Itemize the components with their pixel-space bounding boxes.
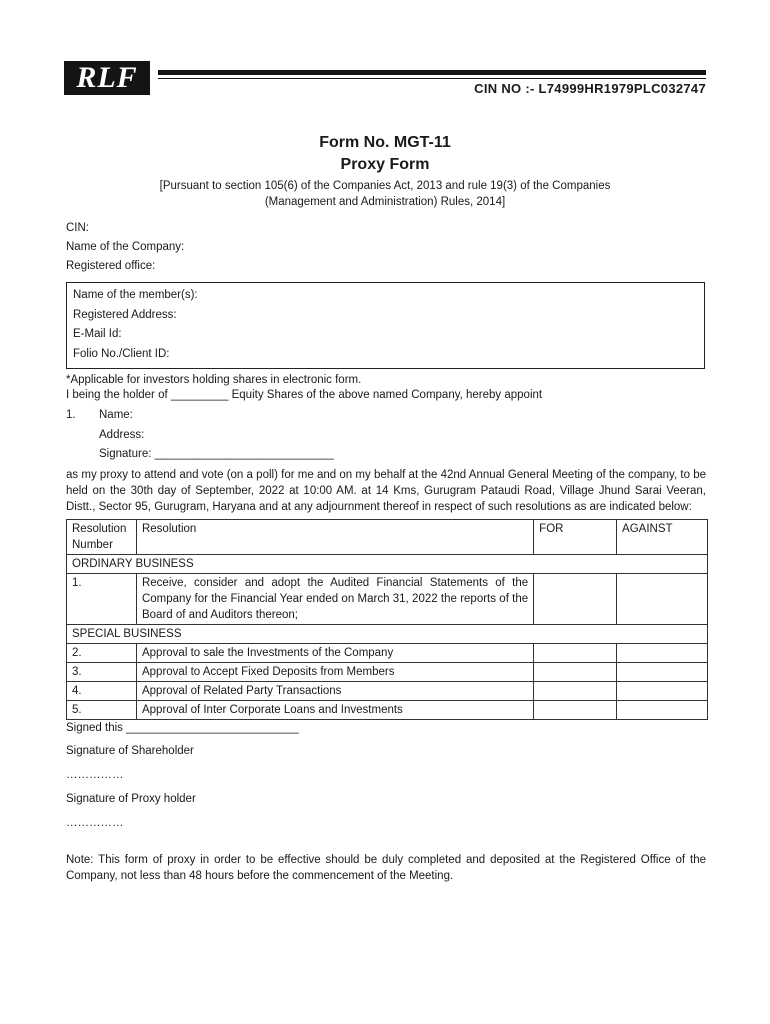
resolution-text: Receive, consider and adopt the Audited Financial Statements of the Company for the Financial Year ended on March 31, 2022 the reports of the Board of and Auditors thereon;: [136, 574, 533, 625]
resolution-text: Approval to Accept Fixed Deposits from Members: [136, 663, 533, 682]
against-cell[interactable]: [617, 574, 708, 625]
for-cell[interactable]: [534, 682, 617, 701]
resolution-text: Approval of Inter Corporate Loans and Investments: [136, 701, 533, 720]
against-cell[interactable]: [617, 682, 708, 701]
email-label: E-Mail Id:: [73, 328, 122, 340]
folio-label: Folio No./Client ID:: [73, 348, 170, 360]
for-cell[interactable]: [534, 574, 617, 625]
cin-label: CIN:: [66, 222, 89, 234]
table-row: [67, 644, 708, 663]
member-name-label: Name of the member(s):: [73, 289, 198, 301]
proxy-holder-signature-label: Signature of Proxy holder: [66, 793, 196, 805]
pursuant-line-2: (Management and Administration) Rules, 2014]: [264, 196, 506, 208]
company-logo: RLF: [64, 61, 150, 95]
appointee-address-label: Address:: [99, 429, 145, 441]
resolution-number: 2.: [67, 644, 137, 663]
header-for: FOR: [534, 520, 617, 555]
company-name-label: Name of the Company:: [66, 241, 185, 253]
resolution-number: 5.: [67, 701, 137, 720]
ordinary-business-row: [67, 555, 708, 574]
registered-address-label: Registered Address:: [73, 309, 177, 321]
special-business-label: SPECIAL BUSINESS: [67, 625, 708, 644]
table-row: [67, 682, 708, 701]
resolution-text: Approval of Related Party Transactions: [136, 682, 533, 701]
proxy-paragraph: as my proxy to attend and vote (on a poll) for me and on my behalf at the 42nd Annual General Meeting of the company, to be held on the 30th day of September, 2022 at 10:00 AM. at 14 Kms, Gurugram Pataudi Road, Village Jhund Sarai Veeran, Distt., Sector 95, Gurugram, Haryana and at any adjournment thereof in respect of such resolutions as are indicated below:: [66, 469, 706, 513]
form-title: Proxy Form: [340, 156, 430, 173]
shareholder-signature-dots: ……………: [66, 769, 124, 781]
for-cell[interactable]: [534, 663, 617, 682]
resolution-number: 1.: [67, 574, 137, 625]
header-rule: [158, 70, 706, 75]
header-against: AGAINST: [617, 520, 708, 555]
appointee-name-label: Name:: [99, 409, 133, 421]
electronic-form-note: *Applicable for investors holding shares in electronic form.: [66, 374, 362, 386]
shareholder-signature-label: Signature of Shareholder: [66, 745, 194, 757]
resolution-number: 3.: [67, 663, 137, 682]
table-row: [67, 574, 708, 625]
appointee-number: 1.: [66, 409, 76, 421]
appointee-signature-label: Signature: ____________________________: [99, 448, 334, 460]
form-number: Form No. MGT-11: [319, 134, 451, 151]
header-rule-thin: [158, 78, 706, 79]
against-cell[interactable]: [617, 663, 708, 682]
member-details-box: [66, 282, 705, 369]
for-cell[interactable]: [534, 644, 617, 663]
signed-this-line: Signed this ___________________________: [66, 722, 299, 734]
pursuant-line-1: [Pursuant to section 105(6) of the Companies Act, 2013 and rule 19(3) of the Companies: [159, 180, 611, 192]
footer-note: Note: This form of proxy in order to be effective should be duly completed and deposited at the Registered Office of the Company, not less than 48 hours before the commencement of the Meeting.: [66, 854, 706, 882]
against-cell[interactable]: [617, 701, 708, 720]
header-resolution: Resolution: [136, 520, 533, 555]
table-header-row: [67, 520, 708, 555]
table-row: [67, 701, 708, 720]
resolution-table: [66, 519, 708, 720]
holder-statement: I being the holder of _________ Equity Shares of the above named Company, hereby appoint: [66, 389, 543, 401]
for-cell[interactable]: [534, 701, 617, 720]
resolution-number: 4.: [67, 682, 137, 701]
proxy-holder-signature-dots: ……………: [66, 817, 124, 829]
registered-office-label: Registered office:: [66, 260, 156, 272]
against-cell[interactable]: [617, 644, 708, 663]
table-row: [67, 663, 708, 682]
special-business-row: [67, 625, 708, 644]
ordinary-business-label: ORDINARY BUSINESS: [67, 555, 708, 574]
resolution-text: Approval to sale the Investments of the Company: [136, 644, 533, 663]
header-cin: CIN NO :- L74999HR1979PLC032747: [474, 81, 706, 96]
header-resolution-number: Resolution Number: [67, 520, 137, 555]
